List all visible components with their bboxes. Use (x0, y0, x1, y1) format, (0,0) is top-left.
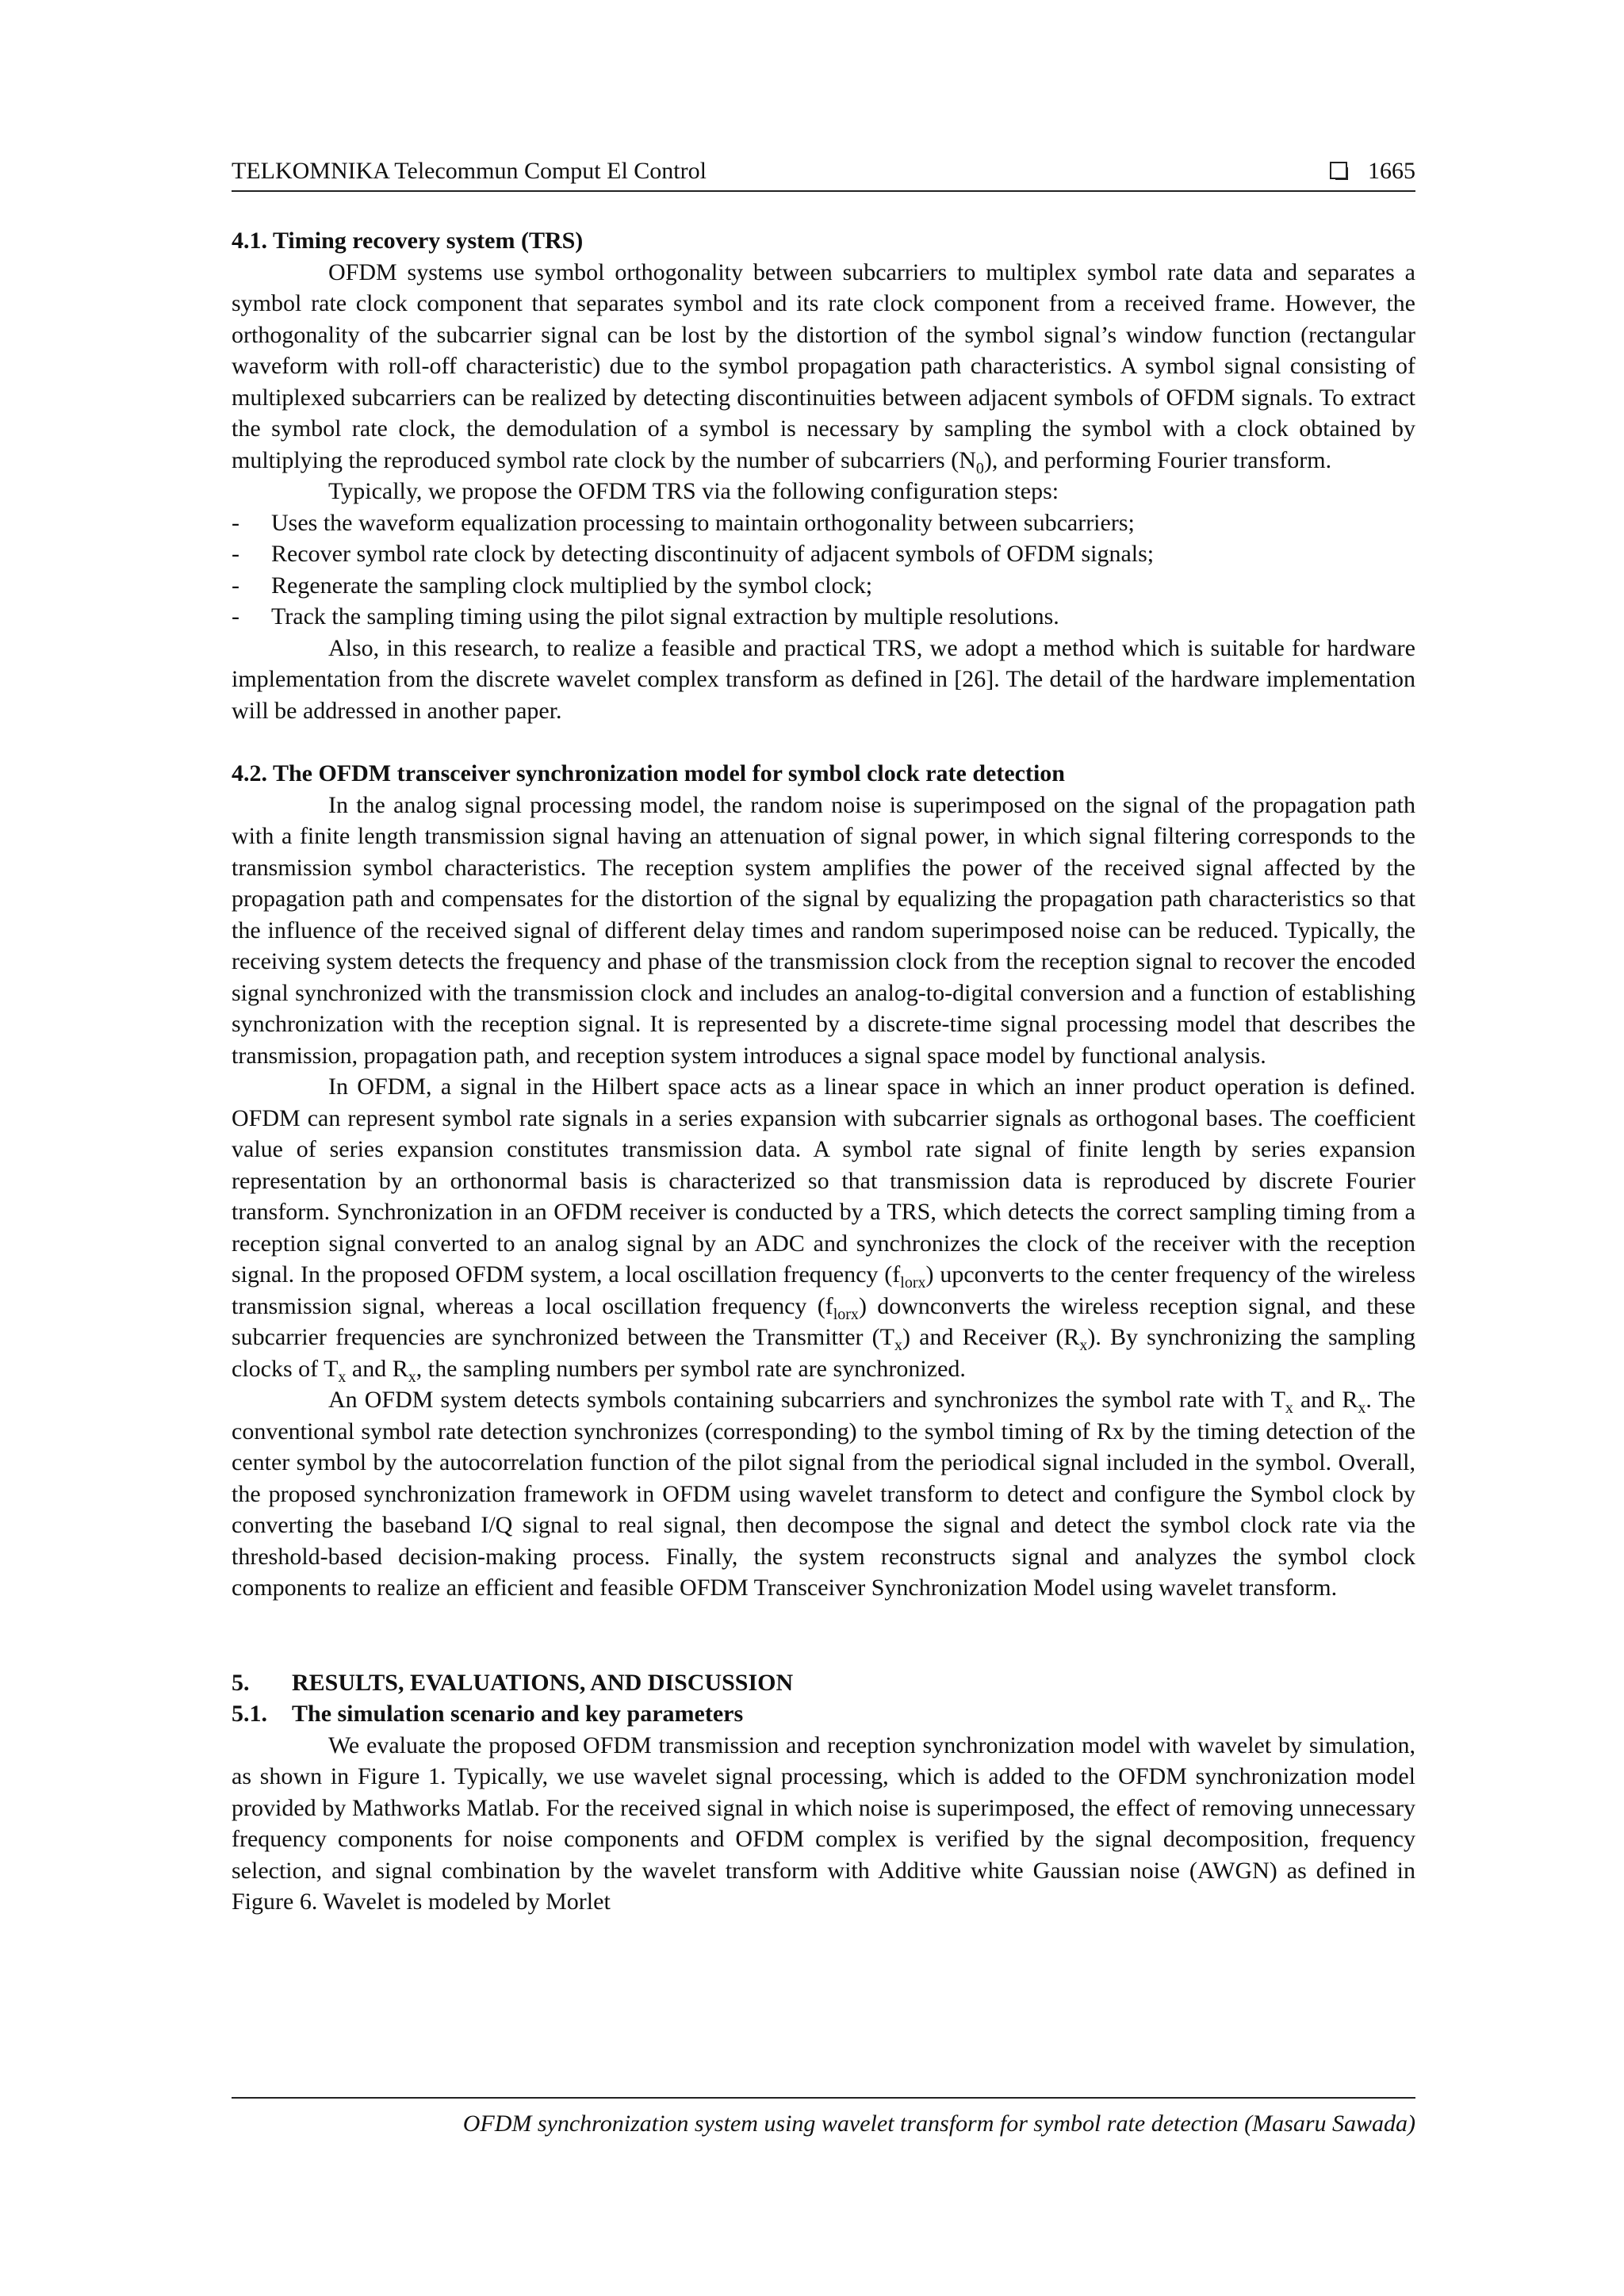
list-item: - Track the sampling timing using the pilot signal extraction by multiple resolutions. (232, 601, 1415, 633)
section-4-2-paragraph-1: In the analog signal processing model, the random noise is superimposed on the signal of the propagation path with a finite length transmission signal having an attenuation of signal power, in which signal filtering corresponds to the transmission symbol characteristics. The reception system amplifies the power of the received signal affected by the propagation path and compensates for the distortion of the signal by equalizing the propagation path characteristics so that the influence of the received signal of different delay times and random superimposed noise can be reduced. Typically, the receiving system detects the frequency and phase of the transmission clock from the reception signal to recover the encoded signal synchronized with the transmission clock and includes an analog-to-digital conversion and a function of establishing synchronization with the reception signal. It is represented by a discrete-time signal processing model that describes the transmission, propagation path, and reception system introduces a signal space model by functional analysis. (232, 791, 1415, 1069)
page-number: 1665 (1368, 158, 1415, 184)
article-body (232, 225, 1415, 1918)
list-item: - Uses the waveform equalization processing to maintain orthogonality between subcarriers; (232, 507, 1415, 539)
page-footer (232, 2097, 1415, 2140)
section-5-1-heading: 5.1. The simulation scenario and key parameters (232, 1701, 744, 1727)
section-4-1-heading: 4.1. Timing recovery system (TRS) (232, 228, 584, 254)
running-title: OFDM synchronization system using wavelet transform for symbol rate detection (Masaru Sawada) (462, 2110, 1415, 2137)
section-4-1-paragraph-3: Also, in this research, to realize a feasible and practical TRS, we adopt a method which is suitable for hardware implementation from the discrete wavelet complex transform as defined in [26]. The detail of the hardware implementation will be addressed in another paper. (232, 634, 1415, 724)
section-5-1-paragraph-1: We evaluate the proposed OFDM transmission and reception synchronization model with wavelet by simulation, as shown in Figure 1. Typically, we use wavelet signal processing, which is added to the OFDM synchronization model provided by Mathworks Matlab. For the received signal in which noise is superimposed, the effect of removing unnecessary frequency components for noise components and OFDM complex is verified by the signal decomposition, frequency selection, and signal combination by the wavelet transform with Additive white Gaussian noise (AWGN) as defined in Figure 6. Wavelet is modeled by Morlet (232, 1732, 1415, 1915)
section-4-2-paragraph-3: An OFDM system detects symbols containing subcarriers and synchronizes the symbol rate with $T_x$ and $R_x$. The conventional symbol rate detection synchronizes (corresponding) to the symbol timing of Rx by the timing detection of the center symbol by the autocorrelation function of the pilot signal from the periodical signal included in the symbol. Overall, the proposed synchronization framework in OFDM using wavelet transform to detect and configure the Symbol clock by converting the baseband I/Q signal to real signal, then decompose the signal and detect the symbol clock rate via the threshold-based decision-making process. Finally, the system reconstructs signal and analyzes the symbol clock components to realize an efficient and feasible OFDM Transceiver Synchronization Model using wavelet transform. (232, 1387, 1415, 1601)
journal-name: TELKOMNIKA Telecommun Comput El Control (232, 158, 707, 184)
section-4-2-heading: 4.2. The OFDM transceiver synchronization model for symbol clock rate detection (232, 760, 1065, 786)
list-item: - Recover symbol rate clock by detecting discontinuity of adjacent symbols of OFDM signals; (232, 538, 1415, 570)
configuration-steps-list (232, 507, 1415, 633)
list-item: - Regenerate the sampling clock multiplied by the symbol clock; (232, 570, 1415, 602)
section-5-heading: 5. RESULTS, EVALUATIONS, AND DISCUSSION (232, 1669, 794, 1696)
checkbox-square-icon (1330, 162, 1347, 179)
section-4-1-paragraph-1: OFDM systems use symbol orthogonality between subcarriers to multiplex symbol rate data and separates a symbol rate clock component that separates symbol and its rate clock component from a received frame. However, the orthogonality of the subcarrier signal can be lost by the distortion of the symbol signal’s window function (rectangular waveform with roll-off characteristic) due to the symbol propagation path characteristics. A symbol signal consisting of multiplexed subcarriers can be realized by detecting discontinuities between adjacent symbols of OFDM signals. To extract the symbol rate clock, the demodulation of a symbol is necessary by sampling the symbol with a clock obtained by multiplying the reproduced symbol rate clock by the number of subcarriers $(N_0)$, and performing Fourier transform. (232, 258, 1415, 477)
section-4-1-paragraph-2: Typically, we propose the OFDM TRS via the following configuration steps: (328, 478, 1059, 504)
page-header (232, 155, 1415, 192)
page-number-group (1330, 155, 1415, 187)
section-4-2-paragraph-2: In OFDM, a signal in the Hilbert space acts as a linear space in which an inner product operation is defined. OFDM can represent symbol rate signals in a series expansion with subcarrier signals as orthogonal bases. The coefficient value of series expansion constitutes transmission data. A symbol rate signal of finite length by series expansion representation by an orthonormal basis is characterized so that transmission data is reproduced by discrete Fourier transform. Synchronization in an OFDM receiver is conducted by a TRS, which detects the correct sampling timing from a reception signal converted to an analog signal by an ADC and synchronizes the clock of the receiver with the reception signal. In the proposed OFDM system, a local oscillation frequency $(f_{lorx})$ upconverts to the center frequency of the wireless transmission signal, whereas a local oscillation frequency $(f_{lorx})$ downconverts the wireless reception signal, and these subcarrier frequencies are synchronized between the Transmitter $(T_x)$ and Receiver $(R_x)$. By synchronizing the sampling clocks of $T_x$ and $R_x$, the sampling numbers per symbol rate are synchronized. (232, 1073, 1415, 1386)
